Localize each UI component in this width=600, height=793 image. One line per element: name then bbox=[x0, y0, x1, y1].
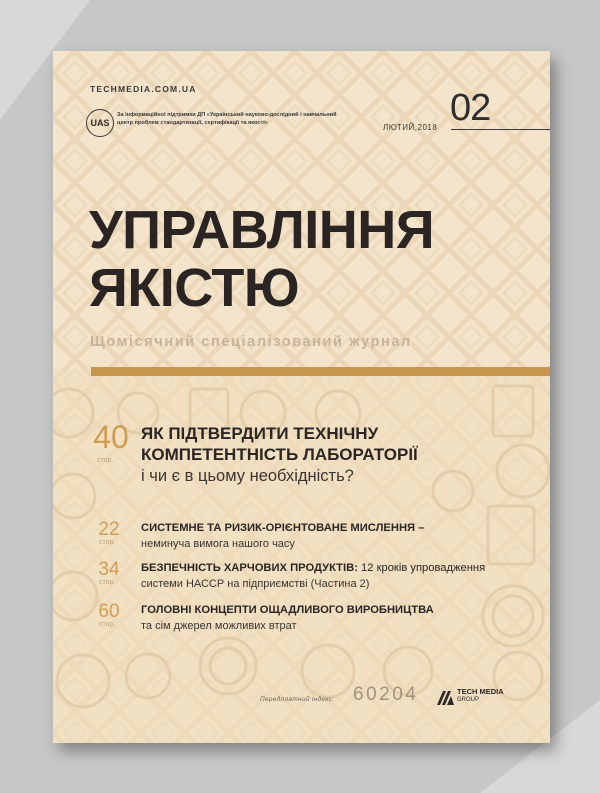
title-line-2: ЯКІСТЮ bbox=[89, 258, 300, 318]
article-subline: та сім джерел можливих втрат bbox=[141, 620, 297, 632]
publisher-group: GROUP bbox=[457, 697, 480, 703]
magazine-subtitle: Щомісячний спеціалізований журнал bbox=[90, 334, 412, 350]
issue-date: ЛЮТИЙ,2018 bbox=[383, 123, 438, 132]
subscription-label: Передплатний індекс: bbox=[260, 696, 335, 703]
article-page-label: стор. bbox=[99, 579, 116, 586]
article-headline: ГОЛОВНІ КОНЦЕПТИ ОЩАДЛИВОГО ВИРОБНИЦТВА bbox=[141, 604, 434, 616]
article-headline: БЕЗПЕЧНІСТЬ ХАРЧОВИХ ПРОДУКТІВ: bbox=[141, 562, 358, 574]
article-page-label: стор. bbox=[99, 621, 116, 628]
website-url[interactable]: TECHMEDIA.COM.UA bbox=[90, 84, 197, 94]
issue-underline bbox=[451, 129, 550, 130]
issue-number: 02 bbox=[450, 87, 491, 129]
support-text: За інформаційної підтримки ДП «Український науково-дослідний і навчальний центр проблем стандартизації, сертифікації та якості» bbox=[117, 112, 337, 126]
lead-article-page: 40 bbox=[93, 419, 129, 455]
article-headline-rest: 12 кроків упровадження bbox=[357, 562, 486, 574]
publisher-name: TECH MEDIA bbox=[457, 687, 504, 696]
lead-article-subline: і чи є в цьому необхідність? bbox=[141, 467, 354, 485]
cover-background-pattern bbox=[53, 51, 550, 743]
article-page: 22 bbox=[98, 519, 120, 540]
magazine-cover bbox=[53, 51, 550, 743]
title-line-1: УПРАВЛІННЯ bbox=[89, 200, 435, 260]
lead-article-headline bbox=[141, 423, 418, 465]
lead-headline-line-1: ЯК ПІДТВЕРДИТИ ТЕХНІЧНУ bbox=[141, 424, 379, 443]
article-page: 60 bbox=[98, 601, 120, 622]
gold-divider bbox=[91, 367, 550, 376]
article-page: 34 bbox=[98, 559, 120, 580]
magazine-title bbox=[89, 201, 434, 317]
subscription-index: 60204 bbox=[353, 684, 419, 705]
article-headline-wrap bbox=[141, 562, 485, 574]
article-subline: неминуча вимога нашого часу bbox=[141, 538, 295, 550]
lead-article-page-label: стор. bbox=[97, 457, 114, 464]
article-headline: СИСТЕМНЕ ТА РИЗИК-ОРІЄНТОВАНЕ МИСЛЕННЯ – bbox=[141, 522, 425, 534]
uas-logo: UAS bbox=[86, 109, 114, 137]
lead-headline-line-2: КОМПЕТЕНТНІСТЬ ЛАБОРАТОРІЇ bbox=[141, 445, 418, 464]
tech-media-logo-icon bbox=[437, 691, 454, 705]
article-subline: системи НАССР на підприємстві (Частина 2) bbox=[141, 578, 370, 590]
article-page-label: стор. bbox=[99, 539, 116, 546]
